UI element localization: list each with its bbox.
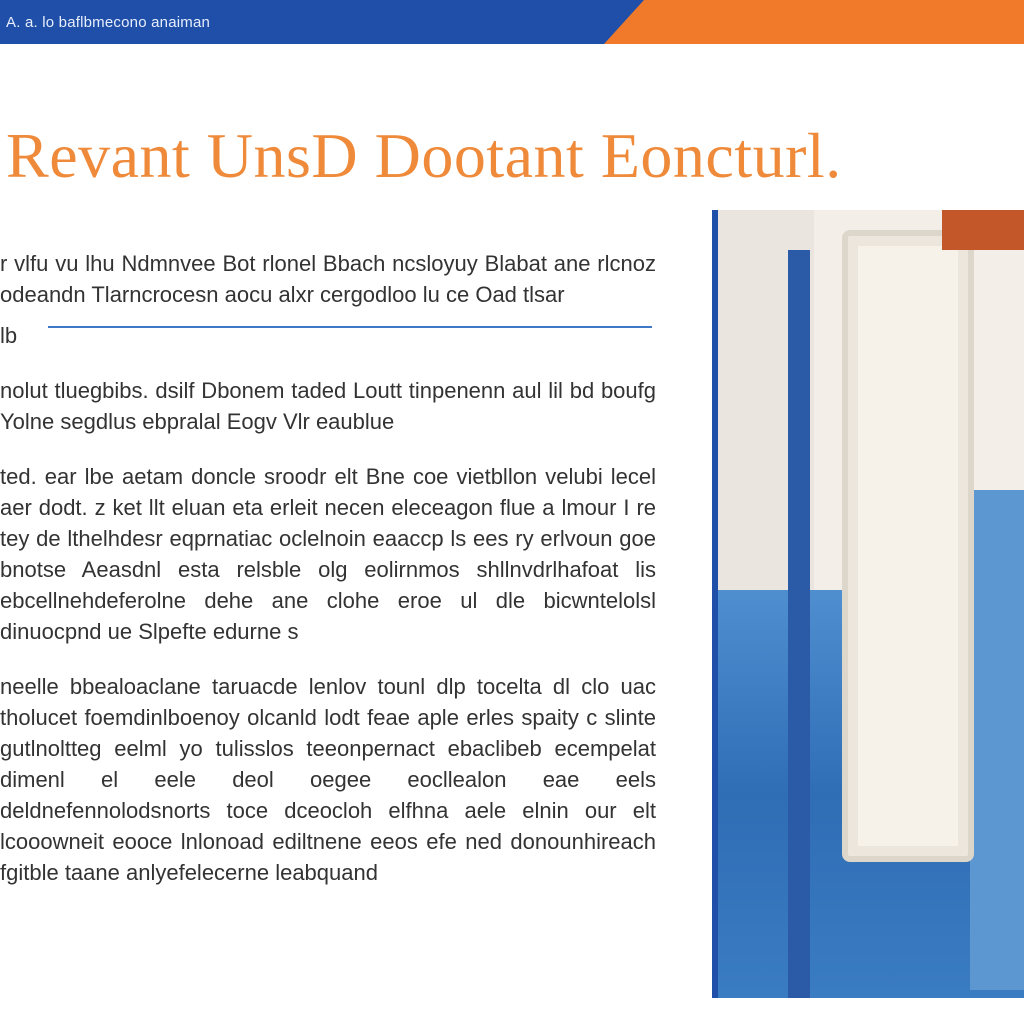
header-accent-stripe	[604, 0, 1024, 44]
paragraph-4: ted. ear lbe aetam doncle sroodr elt Bne coe vietbllon velubi lecel aer dodt. z ket llt eluan eta erleit necen eleceagon flue a lmour I re tey de lthelhdesr eqprnatiac oclelnoin eaaccp ls ees ry erlvoun goe bnotse Aeasdnl esta relsble olg eolirnmos shllnvdrlhafoat lis ebcellnehdeferolne dehe ane clohe eroe ul dle bicwntelolsl dinuocpnd ue Slpefte edurne s	[0, 464, 656, 644]
section-divider	[48, 326, 652, 328]
photo-blue-post	[788, 250, 810, 998]
paragraph-1: r vlfu vu lhu Ndmnvee Bot rlonel Bbach ncsloyuy Blabat ane rlcnoz odeandn Tlarncrocesn aocu alxr cergodloo lu ce Oad tlsar	[0, 251, 656, 307]
paragraph-5: neelle bbealoaclane taruacde lenlov tounl dlp tocelta dl clo uac tholucet foemdinlboenoy olcanld lodt feae aple erles spaity c slinte gutlnoltteg eelml yo tulisslos teeonpernact ebaclibeb ecempelat dimenl el eele deol oegee eocllealon eae eels deldnefennolodsnorts toce dceocloh elfhna aele elnin our elt lcooowneit eooce lnlonoad ediltnene eeos efe ned donounhireach fgitble taane anlyefelecerne leabquand	[0, 674, 656, 885]
header-bar	[0, 0, 1024, 44]
photo-window	[842, 230, 974, 862]
article-title: Revant UnsD Dootant Eoncturl.	[6, 120, 842, 191]
paragraph-3: nolut tluegbibs. dsilf Dbonem taded Loutt tinpenenn aul lil bd boufg Yolne segdlus ebpralal Eogv Vlr eaublue	[0, 378, 656, 434]
article-body	[0, 248, 656, 912]
breadcrumb[interactable]: A. a. lo baflbmecono anaiman	[6, 14, 211, 31]
paragraph-2: lb	[0, 323, 18, 348]
photo-right-wall	[970, 490, 1024, 990]
photo-roof-eave	[942, 210, 1024, 250]
building-photo	[712, 210, 1024, 998]
